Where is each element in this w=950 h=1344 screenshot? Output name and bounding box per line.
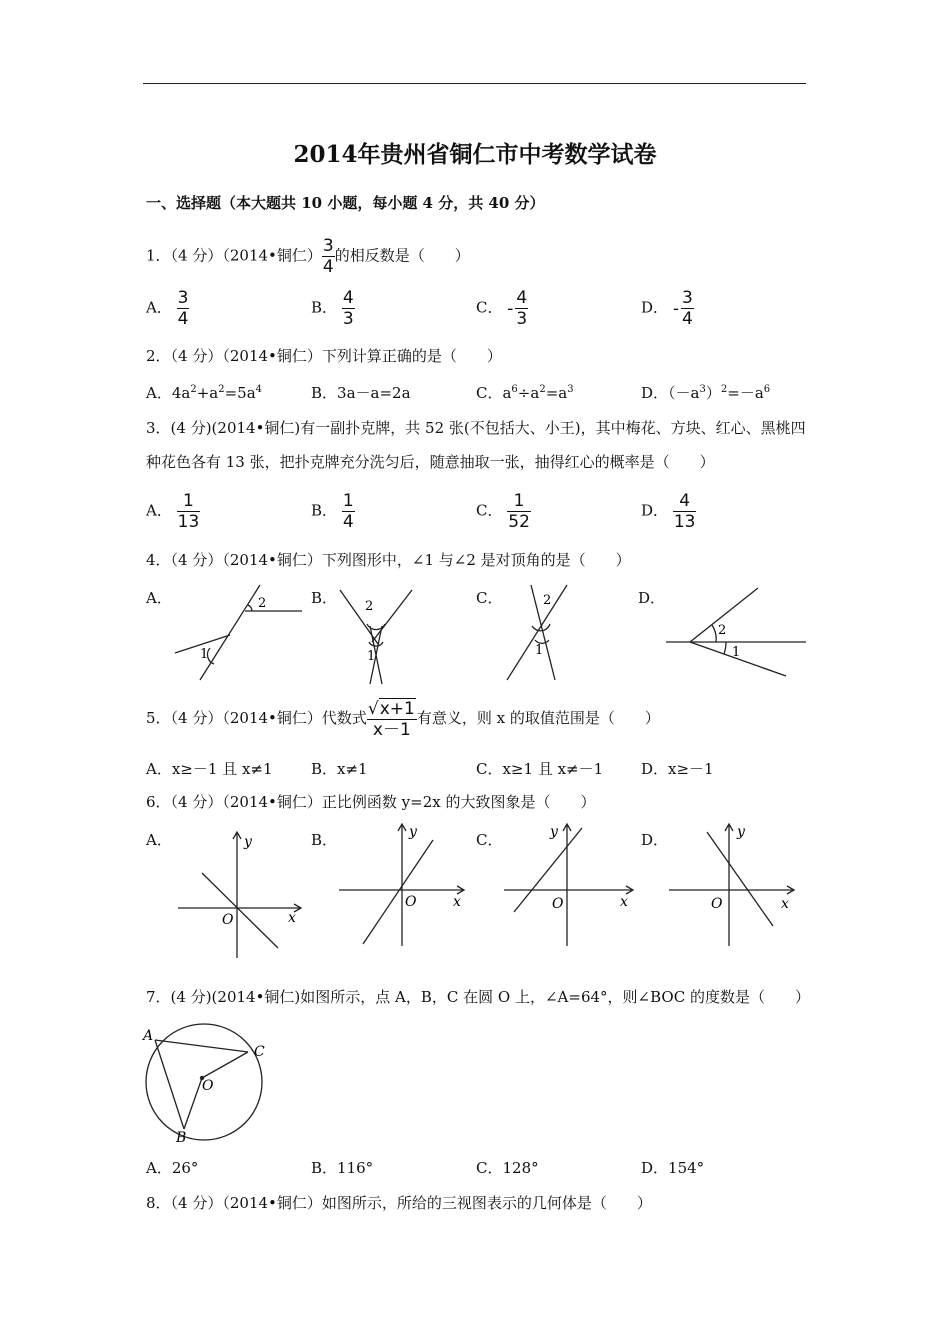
svg-text:C: C	[254, 1044, 265, 1060]
q6-graph-d[interactable]	[665, 820, 800, 950]
q5-suffix: 有意义，则 x 的取值范围是（ ）	[416, 709, 660, 727]
q4-label-b: B．	[311, 589, 338, 607]
q4-figure-a[interactable]	[170, 580, 310, 690]
q7-option-d[interactable]: D．154°	[641, 1159, 705, 1177]
q7-circle-figure[interactable]	[140, 1018, 275, 1148]
q5-option-a[interactable]: A．x≥－1 且 x≠1	[146, 760, 273, 778]
q5-option-b[interactable]: B．x≠1	[311, 760, 368, 778]
q4c-angle-2: 2	[543, 593, 552, 608]
svg-text:x: x	[288, 910, 296, 926]
q1-option-b[interactable]: B． $\frac{4}{3}$	[311, 288, 354, 329]
q1-option-d[interactable]: D． - $\frac{3}{4}$	[641, 288, 693, 329]
q1-prefix: 1．（4 分）（2014•铜仁）	[146, 246, 322, 265]
q1-option-c[interactable]: C． - $\frac{4}{3}$	[476, 288, 528, 329]
q2-option-c[interactable]: C．$a^6\div a^2=a^3$	[476, 384, 574, 402]
svg-text:O: O	[405, 894, 417, 910]
question-4: 4．（4 分）（2014•铜仁）下列图形中，∠1 与∠2 是对顶角的是（ ）	[146, 551, 631, 569]
q1-suffix: 的相反数是（ ）	[334, 246, 470, 265]
page-title: 2014年贵州省铜仁市中考数学试卷	[293, 141, 657, 168]
q4-label-d: D．	[638, 589, 666, 607]
svg-text:B: B	[176, 1130, 187, 1146]
q4-figure-c[interactable]	[495, 580, 585, 690]
q4-label-c: C．	[476, 589, 503, 607]
q7-option-c[interactable]: C．128°	[476, 1159, 539, 1177]
q6-label-b: B．	[311, 831, 338, 849]
svg-text:A: A	[143, 1028, 154, 1044]
svg-text:O: O	[711, 896, 723, 912]
q4b-angle-2: 2	[365, 599, 374, 614]
svg-text:y: y	[550, 824, 558, 840]
q2-option-a[interactable]: A．$4a^2+a^2=5a^4$	[146, 384, 263, 402]
q5-fraction: $\frac{√x+1}{x-1}$	[367, 698, 415, 740]
q6-graph-a[interactable]	[170, 828, 310, 963]
question-2: 2．（4 分）（2014•铜仁）下列计算正确的是（ ）	[146, 347, 502, 365]
q3-option-d[interactable]: D． $\frac{4}{13}$	[641, 491, 696, 532]
q4-figure-b[interactable]	[330, 580, 420, 692]
svg-text:y: y	[409, 824, 417, 840]
q4-figure-d[interactable]	[660, 580, 810, 680]
q2-option-b[interactable]: B．3a－a=2a	[311, 384, 411, 402]
q5-option-d[interactable]: D．x≥－1	[641, 760, 714, 778]
question-3: 3．(4 分)(2014•铜仁)有一副扑克牌，共 52 张(不包括大、小王)，其中梅花、方块、红心、黑桃四种花色各有 13 张，把扑克牌充分洗匀后，随意抽取一张，抽得红心的概率是（ ）	[146, 419, 806, 471]
svg-text:y: y	[737, 824, 745, 840]
q4-label-a: A．	[146, 589, 172, 607]
q4a-angle-1: 1	[200, 647, 209, 662]
svg-text:O: O	[552, 896, 564, 912]
svg-text:x: x	[453, 894, 461, 910]
q3-option-a[interactable]: A． $\frac{1}{13}$	[146, 491, 200, 532]
q4d-angle-1: 1	[732, 645, 741, 660]
q6-graph-b[interactable]	[335, 820, 470, 950]
section-heading: 一、选择题（本大题共 10 小题，每小题 4 分，共 40 分）	[146, 194, 545, 212]
q6-label-d: D．	[641, 831, 669, 849]
q4a-angle-2: 2	[258, 596, 267, 611]
question-8: 8．（4 分）（2014•铜仁）如图所示，所给的三视图表示的几何体是（ ）	[146, 1194, 652, 1212]
question-6: 6．（4 分）（2014•铜仁）正比例函数 y=2x 的大致图象是（ ）	[146, 793, 596, 811]
q6-graph-c[interactable]	[500, 820, 640, 950]
svg-text:y: y	[244, 834, 252, 850]
q1-fraction: $\frac{3}{4}$	[322, 236, 334, 277]
svg-text:O: O	[222, 912, 234, 928]
header-rule	[143, 83, 806, 84]
question-5	[146, 698, 660, 740]
q4d-angle-2: 2	[718, 623, 727, 638]
q4c-angle-1: 1	[535, 643, 544, 658]
q7-option-b[interactable]: B．116°	[311, 1159, 374, 1177]
q3-option-b[interactable]: B． $\frac{1}{4}$	[311, 491, 354, 532]
q5-prefix: 5．（4 分）（2014•铜仁）代数式	[146, 709, 367, 727]
svg-text:x: x	[781, 896, 789, 912]
q6-label-c: C．	[476, 831, 503, 849]
q3-option-c[interactable]: C． $\frac{1}{52}$	[476, 491, 530, 532]
q5-option-c[interactable]: C．x≥1 且 x≠－1	[476, 760, 604, 778]
svg-text:O: O	[202, 1078, 214, 1094]
q4b-angle-1: 1	[367, 649, 376, 664]
q7-option-a[interactable]: A．26°	[146, 1159, 199, 1177]
q2-option-d[interactable]: D．$(-a^3)^2=-a^6$	[641, 384, 771, 402]
q6-label-a: A．	[146, 831, 172, 849]
svg-text:x: x	[620, 894, 628, 910]
question-1	[146, 236, 470, 277]
question-7: 7．(4 分)(2014•铜仁)如图所示，点 A，B，C 在圆 O 上，∠A=64°，则∠BOC 的度数是（ ）	[146, 988, 810, 1006]
q1-option-a[interactable]: A． $\frac{3}{4}$	[146, 288, 189, 329]
